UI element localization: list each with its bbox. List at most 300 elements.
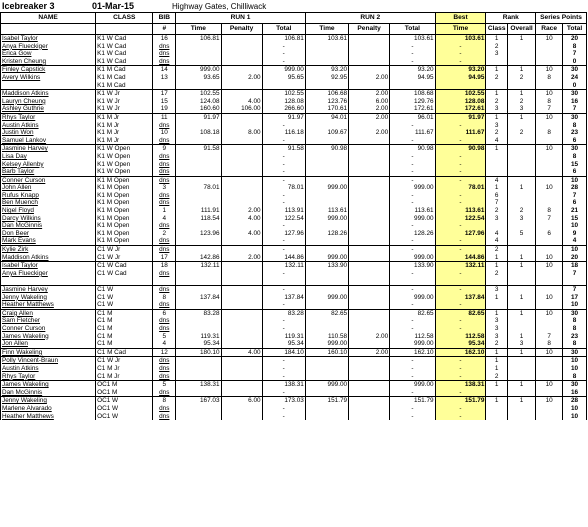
row-class: OC1 W — [96, 397, 153, 405]
row-run2-total: - — [390, 317, 435, 325]
row-run2-time — [305, 237, 348, 245]
row-bib: 17 — [153, 254, 176, 262]
row-name: Heather Matthews — [1, 301, 96, 309]
row-run1-time: 118.54 — [176, 215, 221, 223]
table-row — [1, 413, 587, 421]
row-run1-time — [176, 373, 221, 381]
row-rank-overall — [508, 176, 536, 184]
row-class: K1 W Open — [96, 168, 153, 176]
row-best-time: - — [435, 122, 486, 130]
row-run2-time: 113.61 — [305, 207, 348, 215]
row-run1-total: - — [262, 301, 305, 309]
row-run1-total: - — [262, 389, 305, 397]
row-series-total: 0 — [563, 82, 587, 90]
row-run1-total: 144.86 — [262, 254, 305, 262]
row-run1-time: 111.91 — [176, 207, 221, 215]
row-rank-overall — [508, 413, 536, 421]
row-series-total: 16 — [563, 98, 587, 106]
row-run2-penalty: 2.00 — [349, 113, 390, 121]
row-series-race — [536, 168, 563, 176]
row-run1-penalty: 4.00 — [221, 230, 262, 238]
row-series-race: 7 — [536, 105, 563, 113]
row-run2-time: 170.61 — [305, 105, 348, 113]
row-class: K1 M Open — [96, 237, 153, 245]
row-class: OC1 W — [96, 405, 153, 413]
row-series-total: 18 — [563, 262, 587, 270]
row-series-race: 7 — [536, 333, 563, 341]
row-run2-time — [305, 176, 348, 184]
row-run1-penalty: 8.00 — [221, 129, 262, 137]
row-run2-total: - — [390, 43, 435, 51]
row-run1-time: 124.08 — [176, 98, 221, 106]
row-run2-total: 999.00 — [390, 254, 435, 262]
row-run1-total: - — [262, 237, 305, 245]
row-series-race — [536, 50, 563, 58]
row-run2-penalty — [349, 262, 390, 270]
row-rank-class: 2 — [486, 129, 508, 137]
row-run2-time: 92.95 — [305, 74, 348, 82]
row-run2-total: 96.01 — [390, 113, 435, 121]
table-row — [1, 90, 587, 98]
row-run1-penalty — [221, 405, 262, 413]
row-series-total: 8 — [563, 317, 587, 325]
row-run1-penalty — [221, 246, 262, 254]
col-series-total: Total — [563, 24, 587, 35]
table-row — [1, 153, 587, 161]
row-run1-total: 91.97 — [262, 113, 305, 121]
row-run2-total: 999.00 — [390, 381, 435, 389]
row-rank-overall: 1 — [508, 348, 536, 357]
row-run2-time — [305, 168, 348, 176]
row-class: K1 W Open — [96, 153, 153, 161]
row-run2-total: 151.79 — [390, 397, 435, 405]
row-run1-total: 106.81 — [262, 35, 305, 43]
table-row — [1, 222, 587, 230]
row-rank-class: 4 — [486, 230, 508, 238]
row-run1-time: 91.97 — [176, 113, 221, 121]
row-best-time: 78.01 — [435, 184, 486, 192]
row-name: Dan McGinnis — [1, 389, 96, 397]
row-bib: dns — [153, 58, 176, 66]
row-series-total: 8 — [563, 325, 587, 333]
table-row — [1, 176, 587, 184]
row-name: Kelsey Allenby — [1, 161, 96, 169]
row-bib: 2 — [153, 230, 176, 238]
row-run2-time: 110.58 — [305, 333, 348, 341]
row-run2-penalty: 2.00 — [349, 105, 390, 113]
row-run2-time: 999.00 — [305, 184, 348, 192]
col-name-sub — [1, 24, 96, 35]
row-run2-time: 133.90 — [305, 262, 348, 270]
row-rank-class: 1 — [486, 66, 508, 74]
row-run1-time — [176, 325, 221, 333]
row-best-time: - — [435, 43, 486, 51]
row-run1-total: - — [262, 317, 305, 325]
row-best-time: - — [435, 325, 486, 333]
row-rank-class — [486, 168, 508, 176]
row-name: Don Beer — [1, 230, 96, 238]
row-name: Jon Allen — [1, 340, 96, 348]
row-class: C1 W Jr — [96, 254, 153, 262]
row-rank-class: 2 — [486, 43, 508, 51]
row-rank-class: 1 — [486, 113, 508, 121]
row-run1-penalty — [221, 340, 262, 348]
row-class: K1 M Open — [96, 192, 153, 200]
row-name: Dan McGinnis — [1, 222, 96, 230]
row-rank-overall: 1 — [508, 381, 536, 389]
row-run1-time: 167.03 — [176, 397, 221, 405]
table-row — [1, 105, 587, 113]
row-class: C1 M — [96, 309, 153, 317]
row-run2-total: - — [390, 325, 435, 333]
row-class: C1 W Jr — [96, 357, 153, 365]
results-table — [0, 12, 587, 420]
row-rank-class: 1 — [486, 35, 508, 43]
row-series-total: 30 — [563, 381, 587, 389]
row-run2-total: - — [390, 237, 435, 245]
row-series-total — [563, 277, 587, 285]
table-row — [1, 98, 587, 106]
row-run1-total — [262, 82, 305, 90]
row-class: C1 W — [96, 301, 153, 309]
row-run2-penalty — [349, 397, 390, 405]
row-run1-total: - — [262, 199, 305, 207]
row-run1-penalty — [221, 222, 262, 230]
row-series-race: 10 — [536, 184, 563, 192]
row-best-time: 111.67 — [435, 129, 486, 137]
table-row — [1, 277, 587, 285]
row-best-time: 102.55 — [435, 90, 486, 98]
row-name: Erica Gow — [1, 50, 96, 58]
row-name: Jenny Wakeling — [1, 294, 96, 302]
row-run1-total: - — [262, 222, 305, 230]
row-run2-time: 123.76 — [305, 98, 348, 106]
row-run1-time: 93.65 — [176, 74, 221, 82]
row-rank-class: 4 — [486, 137, 508, 145]
row-run2-time: 90.98 — [305, 145, 348, 153]
row-run2-total: - — [390, 50, 435, 58]
row-run1-time — [176, 301, 221, 309]
row-run1-total: - — [262, 137, 305, 145]
row-name: Mark Evans — [1, 237, 96, 245]
row-series-race: 8 — [536, 74, 563, 82]
table-row — [1, 365, 587, 373]
table-row — [1, 137, 587, 145]
row-run2-penalty — [349, 58, 390, 66]
row-run1-total: 95.34 — [262, 340, 305, 348]
row-series-total: 20 — [563, 254, 587, 262]
row-series-total: 30 — [563, 90, 587, 98]
row-best-time: - — [435, 199, 486, 207]
table-row — [1, 348, 587, 357]
row-class: OC1 M — [96, 389, 153, 397]
row-series-race — [536, 413, 563, 421]
row-rank-overall: 5 — [508, 230, 536, 238]
row-run2-penalty — [349, 176, 390, 184]
table-row — [1, 113, 587, 121]
row-rank-class: 6 — [486, 192, 508, 200]
col-run1-time: Time — [176, 24, 221, 35]
row-run1-penalty — [221, 50, 262, 58]
row-run1-total: - — [262, 246, 305, 254]
row-rank-class: 3 — [486, 286, 508, 294]
col-rank: Rank — [486, 13, 536, 24]
row-run2-penalty — [349, 66, 390, 74]
table-row — [1, 145, 587, 153]
row-run2-penalty — [349, 161, 390, 169]
row-run2-penalty — [349, 317, 390, 325]
row-run2-total: 103.61 — [390, 35, 435, 43]
row-class: K1 W Open — [96, 161, 153, 169]
row-best-time: - — [435, 50, 486, 58]
row-run2-time: 999.00 — [305, 215, 348, 223]
row-rank-class — [486, 82, 508, 90]
row-best-time: 122.54 — [435, 215, 486, 223]
row-run2-penalty — [349, 340, 390, 348]
row-run2-penalty — [349, 168, 390, 176]
row-run2-penalty: 2.00 — [349, 348, 390, 357]
row-run2-penalty — [349, 405, 390, 413]
row-rank-class: 2 — [486, 340, 508, 348]
row-run1-penalty: 4.00 — [221, 98, 262, 106]
row-run1-penalty: 2.00 — [221, 207, 262, 215]
row-series-total: 7 — [563, 286, 587, 294]
row-best-time: 128.08 — [435, 98, 486, 106]
row-run2-total: 129.76 — [390, 98, 435, 106]
row-series-total: 15 — [563, 161, 587, 169]
row-best-time: - — [435, 270, 486, 278]
row-run2-time — [305, 50, 348, 58]
row-rank-overall: 2 — [508, 207, 536, 215]
row-rank-overall: 1 — [508, 35, 536, 43]
table-row — [1, 199, 587, 207]
row-run2-time — [305, 161, 348, 169]
row-run1-penalty — [221, 357, 262, 365]
row-bib: 11 — [153, 113, 176, 121]
row-bib: 1 — [153, 207, 176, 215]
row-best-time: - — [435, 222, 486, 230]
row-name: Maddison Atkins — [1, 90, 96, 98]
row-rank-class: 1 — [486, 365, 508, 373]
table-row — [1, 389, 587, 397]
row-name: Conner Curson — [1, 176, 96, 184]
row-run1-total: 128.08 — [262, 98, 305, 106]
row-run2-time — [305, 405, 348, 413]
row-name: Justin Won — [1, 129, 96, 137]
table-row — [1, 184, 587, 192]
row-run2-total: 999.00 — [390, 294, 435, 302]
row-best-time: 113.61 — [435, 207, 486, 215]
row-run2-penalty — [349, 82, 390, 90]
row-run1-total: - — [262, 176, 305, 184]
row-bib: 5 — [153, 333, 176, 341]
row-run1-penalty — [221, 286, 262, 294]
row-rank-class — [486, 413, 508, 421]
row-series-total: 10 — [563, 357, 587, 365]
row-run1-penalty — [221, 381, 262, 389]
row-run2-time: 128.26 — [305, 230, 348, 238]
row-run2-total: - — [390, 176, 435, 184]
row-rank-overall — [508, 301, 536, 309]
col-rank-class: Class — [486, 24, 508, 35]
row-rank-overall — [508, 192, 536, 200]
row-best-time: - — [435, 413, 486, 421]
row-series-race: 10 — [536, 145, 563, 153]
table-row — [1, 309, 587, 317]
row-series-total: 10 — [563, 301, 587, 309]
row-series-race — [536, 161, 563, 169]
row-series-race — [536, 270, 563, 278]
col-run1-penalty: Penalty — [221, 24, 262, 35]
row-bib: 3 — [153, 184, 176, 192]
row-run1-time — [176, 153, 221, 161]
row-rank-class — [486, 405, 508, 413]
row-run1-total: - — [262, 168, 305, 176]
row-class: C1 W — [96, 286, 153, 294]
row-run1-total: - — [262, 357, 305, 365]
row-class: K1 M Open — [96, 207, 153, 215]
row-run2-time — [305, 82, 348, 90]
row-bib: dns — [153, 286, 176, 294]
table-row — [1, 254, 587, 262]
row-series-race: 10 — [536, 113, 563, 121]
table-row — [1, 43, 587, 51]
table-row — [1, 66, 587, 74]
row-run1-time — [176, 58, 221, 66]
row-rank-overall: 1 — [508, 90, 536, 98]
report-header — [0, 0, 588, 12]
row-best-time: - — [435, 58, 486, 66]
row-run1-time — [176, 137, 221, 145]
row-name: Isabel Taylor — [1, 262, 96, 270]
row-run2-time: 109.67 — [305, 129, 348, 137]
row-series-race — [536, 192, 563, 200]
row-class: K1 M Jr — [96, 137, 153, 145]
row-series-total: 8 — [563, 43, 587, 51]
table-row — [1, 381, 587, 389]
row-run1-time: 78.01 — [176, 184, 221, 192]
row-run1-time — [176, 246, 221, 254]
row-rank-overall — [508, 373, 536, 381]
row-run1-time — [176, 192, 221, 200]
row-run2-total: - — [390, 365, 435, 373]
row-run2-penalty — [349, 270, 390, 278]
row-run1-time — [176, 357, 221, 365]
row-run1-penalty — [221, 365, 262, 373]
row-series-total: 28 — [563, 184, 587, 192]
row-rank-overall — [508, 168, 536, 176]
row-run2-penalty: 2.00 — [349, 129, 390, 137]
row-best-time: - — [435, 405, 486, 413]
row-bib — [153, 277, 176, 285]
row-best-time: 162.10 — [435, 348, 486, 357]
row-run1-penalty — [221, 43, 262, 51]
row-series-race — [536, 222, 563, 230]
row-run1-time — [176, 168, 221, 176]
row-run2-penalty: 2.00 — [349, 333, 390, 341]
row-run2-penalty — [349, 184, 390, 192]
table-row — [1, 230, 587, 238]
row-run2-total: 108.68 — [390, 90, 435, 98]
row-bib: dns — [153, 43, 176, 51]
row-run1-time — [176, 82, 221, 90]
row-series-total: 17 — [563, 294, 587, 302]
row-rank-class: 3 — [486, 105, 508, 113]
row-bib: 17 — [153, 90, 176, 98]
row-series-total: 30 — [563, 309, 587, 317]
row-run2-time — [305, 413, 348, 421]
row-run1-penalty — [221, 262, 262, 270]
row-name: Rhys Taylor — [1, 373, 96, 381]
row-run1-total: 116.18 — [262, 129, 305, 137]
row-run1-time: 999.00 — [176, 66, 221, 74]
row-bib: 5 — [153, 381, 176, 389]
row-run2-time — [305, 199, 348, 207]
col-bib-hash: # — [153, 24, 176, 35]
row-run1-time — [176, 122, 221, 130]
row-name: John Allen — [1, 184, 96, 192]
row-series-race: 10 — [536, 381, 563, 389]
row-class: K1 M Open — [96, 199, 153, 207]
row-run2-total: - — [390, 270, 435, 278]
row-rank-class: 1 — [486, 381, 508, 389]
row-series-race: 8 — [536, 340, 563, 348]
row-run2-total — [390, 277, 435, 285]
row-run2-total: 162.10 — [390, 348, 435, 357]
row-rank-class: 2 — [486, 373, 508, 381]
row-run1-penalty: 6.00 — [221, 397, 262, 405]
row-run2-time — [305, 301, 348, 309]
row-bib: dns — [153, 161, 176, 169]
row-bib: 15 — [153, 98, 176, 106]
row-series-total: 16 — [563, 389, 587, 397]
row-class: K1 W Jr — [96, 105, 153, 113]
row-series-race: 10 — [536, 397, 563, 405]
table-row — [1, 168, 587, 176]
row-run1-penalty — [221, 237, 262, 245]
row-rank-class — [486, 222, 508, 230]
row-run1-time — [176, 317, 221, 325]
row-series-total: 6 — [563, 199, 587, 207]
row-run2-penalty — [349, 309, 390, 317]
row-run1-time — [176, 286, 221, 294]
row-rank-overall — [508, 50, 536, 58]
row-run1-penalty: 4.00 — [221, 215, 262, 223]
row-run1-time: 142.86 — [176, 254, 221, 262]
row-run2-time: 94.01 — [305, 113, 348, 121]
row-class: K1 M Open — [96, 176, 153, 184]
row-best-time — [435, 277, 486, 285]
row-rank-overall — [508, 317, 536, 325]
row-run1-penalty: 106.00 — [221, 105, 262, 113]
row-rank-class: 1 — [486, 262, 508, 270]
row-run1-penalty — [221, 199, 262, 207]
row-series-total: 6 — [563, 137, 587, 145]
table-row — [1, 262, 587, 270]
row-run2-time: 103.61 — [305, 35, 348, 43]
row-rank-class: 3 — [486, 215, 508, 223]
table-row — [1, 122, 587, 130]
row-run1-time: 137.84 — [176, 294, 221, 302]
row-series-race: 8 — [536, 98, 563, 106]
row-rank-overall: 3 — [508, 105, 536, 113]
row-run2-time: 999.00 — [305, 381, 348, 389]
row-run2-total: 111.67 — [390, 129, 435, 137]
row-run2-total — [390, 82, 435, 90]
row-run2-total: - — [390, 222, 435, 230]
row-run2-penalty — [349, 50, 390, 58]
row-run1-time: 132.11 — [176, 262, 221, 270]
